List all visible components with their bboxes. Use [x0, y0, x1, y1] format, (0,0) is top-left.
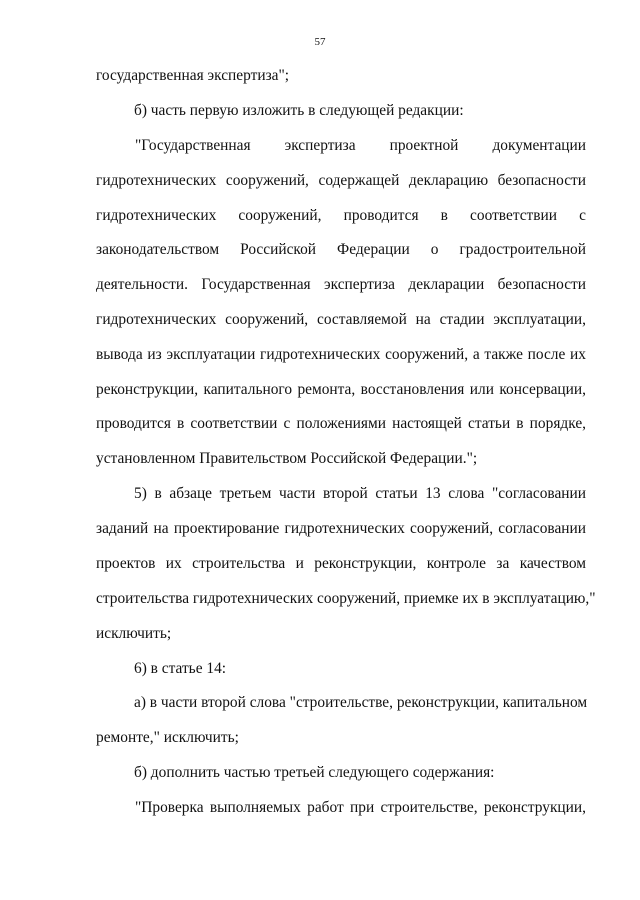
text-line: а) в части второй слова "строительстве, реконструкции, капитальном: [134, 694, 588, 711]
page-number: 57: [314, 36, 326, 48]
text-line: проектов их строительства и реконструкции, контроле за качеством: [96, 555, 586, 572]
text-line: ремонте," исключить;: [96, 729, 239, 746]
text-line: строительства гидротехнических сооружений, приемке их в эксплуатацию,": [96, 590, 596, 607]
text-line: заданий на проектирование гидротехнических сооружений, согласовании: [96, 520, 586, 537]
text-line: гидротехнических сооружений, проводится в соответствии с: [96, 207, 586, 224]
text-line: деятельности. Государственная экспертиза декларации безопасности: [96, 276, 586, 293]
text-line: "Государственная экспертиза проектной документации: [135, 137, 586, 154]
text-line: государственная экспертиза";: [96, 67, 290, 84]
text-line: законодательством Российской Федерации о градостроительной: [96, 241, 586, 258]
text-line: 6) в статье 14:: [134, 660, 227, 677]
text-line: гидротехнических сооружений, составляемой на стадии эксплуатации,: [96, 311, 586, 328]
text-line: б) дополнить частью третьей следующего содержания:: [134, 764, 495, 781]
text-line: проводится в соответствии с положениями настоящей статьи в порядке,: [96, 415, 586, 432]
text-line: "Проверка выполняемых работ при строительстве, реконструкции,: [135, 799, 586, 816]
text-line: гидротехнических сооружений, содержащей декларацию безопасности: [96, 172, 586, 189]
text-line: установленном Правительством Российской Федерации.";: [96, 450, 478, 467]
text-line: исключить;: [96, 625, 172, 642]
text-line: 5) в абзаце третьем части второй статьи 13 слова "согласовании: [134, 485, 586, 502]
text-line: б) часть первую изложить в следующей редакции:: [134, 102, 464, 119]
text-line: вывода из эксплуатации гидротехнических сооружений, а также после их: [96, 346, 586, 363]
text-line: реконструкции, капитального ремонта, восстановления или консервации,: [96, 381, 586, 398]
